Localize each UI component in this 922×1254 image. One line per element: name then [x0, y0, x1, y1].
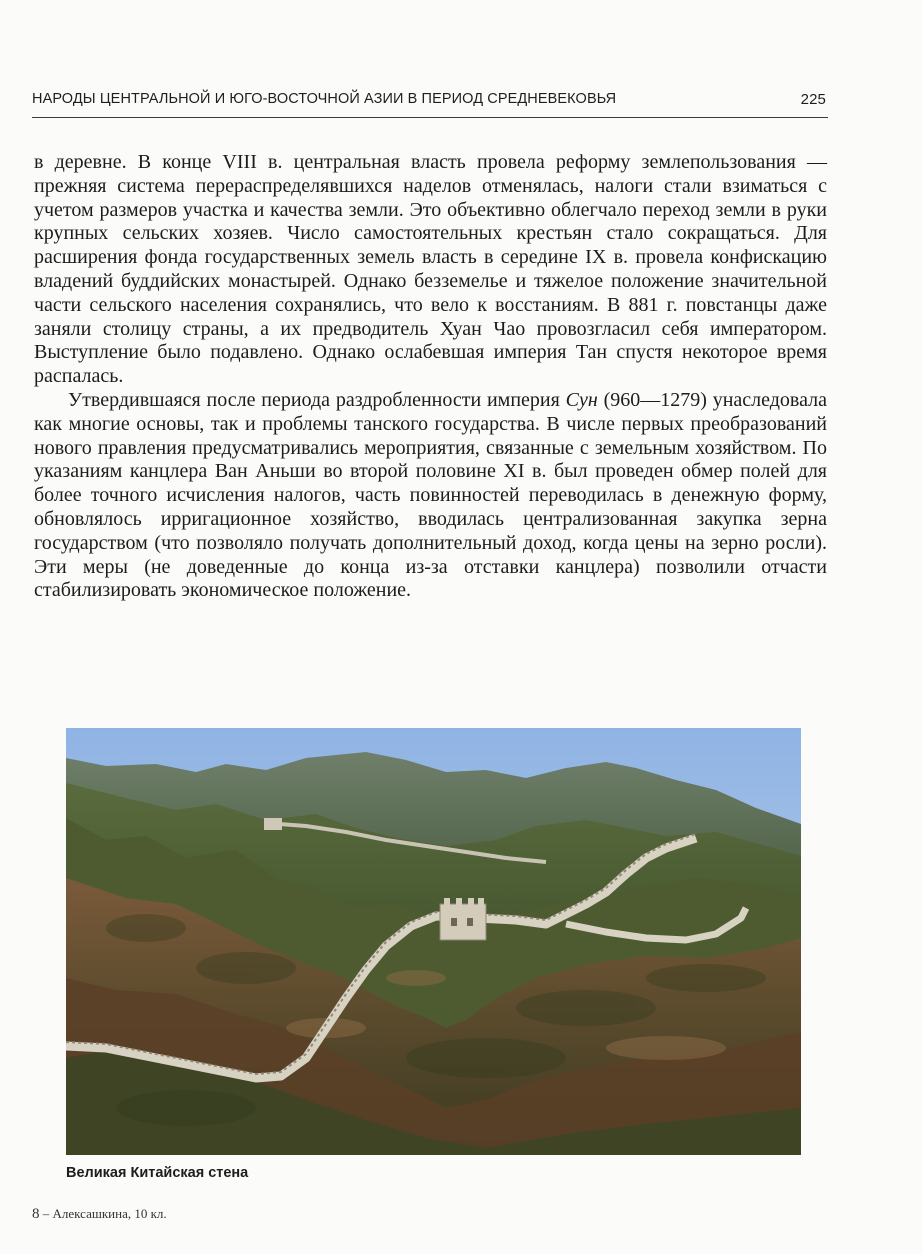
- paragraph-text: (960—1279) унаследовала как многие основы, так и проблемы танского государства. В числе первых преобразований нового правления предусматривались мероприятия, связанные с земельным хозяйством. По указаниям канцлера Ван Аньши во второй половине XI в. был проведен обмер полей для более точного исчисления налогов, часть повинностей переводилась в денежную форму, обновлялось ирригационное хозяйство, вводилась централизованная закупка зерна государством (что позволяло получать дополнительный доход, когда цены на зерно росли). Эти меры (не доведенные до конца из-за отставки канцлера) позволили отчасти стабилизировать экономическое положение.: [34, 388, 828, 602]
- body-text: [34, 151, 827, 603]
- great-wall-illustration: [66, 728, 801, 1155]
- dynasty-name: Сун: [565, 388, 598, 411]
- header-divider: [32, 117, 828, 118]
- paragraph: [34, 389, 827, 603]
- great-wall-photo: [66, 728, 801, 1155]
- page-number: 225: [800, 91, 826, 108]
- running-head: [32, 89, 828, 113]
- printer-signature: [32, 1206, 167, 1223]
- paragraph-text: Утвердившаяся после периода раздробленности империя: [68, 388, 566, 411]
- paragraph: в деревне. В конце VIII в. центральная власть провела реформу землепользования — прежняя система перераспределявшихся наделов отменялась, налоги стали взиматься с учетом размеров участка и качества земли. Это объективно облегчало переход земли в руки крупных сельских хозяев. Число самостоятельных крестьян стало сокращаться. Для расширения фонда государственных земель власть в середине IX в. провела конфискацию владений буддийских монастырей. Однако безземелье и тяжелое положение значительной части сельского населения сохранялись, что вело к восстаниям. В 881 г. повстанцы даже заняли столицу страны, а их предводитель Хуан Чао провозгласил себя императором. Выступление было подавлено. Однако ослабевшая империя Тан спустя некоторое время распалась.: [34, 151, 827, 388]
- signature-number: 8: [32, 1206, 40, 1222]
- signature-text: – Алексашкина, 10 кл.: [42, 1206, 167, 1221]
- chapter-title: НАРОДЫ ЦЕНТРАЛЬНОЙ И ЮГО-ВОСТОЧНОЙ АЗИИ В ПЕРИОД СРЕДНЕВЕКОВЬЯ: [32, 91, 617, 107]
- figure-caption: Великая Китайская стена: [66, 1165, 249, 1181]
